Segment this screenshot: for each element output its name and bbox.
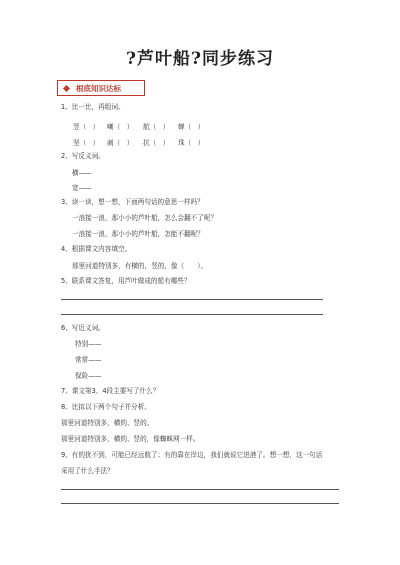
question-7: 7、课文第3、4段主要写了什么？ — [61, 387, 160, 395]
question-1: 1、比一比，再组词。 — [61, 103, 125, 111]
answer-line — [61, 489, 339, 490]
answer-line — [61, 314, 323, 315]
q8-sentence: 那里河道特别多，横的、竖的，像蜘蛛网一样。 — [61, 435, 200, 443]
q1-word: 蝉（ ） — [178, 123, 205, 131]
q8-sentence: 那里河道特别多，横的、竖的。 — [61, 419, 154, 427]
question-9: 9、有的扰不到，可能已经远航了；有的靠在岸边，我们就说它进港了。想一想，这一句话 — [61, 451, 323, 459]
question-3: 3、读一读，想一想，下面两句话的意思一样吗？ — [61, 198, 204, 206]
q1-word: 珠（ ） — [178, 139, 205, 147]
q1-word: 坚（ ） — [73, 139, 100, 147]
question-5: 5、联系课文答复，用芦叶做成的船有哪些？ — [61, 277, 191, 285]
q3-sentence: 一浪接一浪，那小小的芦叶船，怎么会翻不了呢？ — [72, 214, 218, 222]
answer-line — [61, 503, 339, 504]
diamond-icon — [63, 84, 70, 91]
page-title: ?芦叶船?同步练习 — [126, 49, 274, 69]
q4-blank: 那里河道特别多，有横的，竖的，像（ ）。 — [72, 262, 208, 270]
q2-item: 横—— — [72, 169, 92, 177]
section-tag — [57, 80, 145, 96]
q1-word: 航（ ） — [143, 123, 170, 131]
question-8: 8、比拟以下两个句子并分析。 — [61, 403, 151, 411]
q6-item: 保险—— — [75, 372, 102, 380]
q2-item: 宽—— — [72, 184, 92, 192]
q1-word: 竖（ ） — [73, 123, 100, 131]
q1-word: 刺（ ） — [107, 139, 134, 147]
q3-sentence: 一浪接一浪，那小小的芦叶船，怎能不翻呢？ — [72, 230, 204, 238]
q6-item: 常常—— — [75, 356, 102, 364]
answer-line — [61, 299, 323, 300]
q1-word: 喇（ ） — [107, 123, 134, 131]
question-6: 6、写近义词。 — [61, 324, 105, 332]
section-tag-label: 根底知识达标 — [76, 83, 121, 93]
q6-item: 特别—— — [75, 340, 102, 348]
question-4: 4、根据课文内容填空。 — [61, 245, 132, 253]
question-9-cont: 采用了什么手法？ — [61, 467, 114, 475]
q1-word: 抗（ ） — [143, 139, 170, 147]
question-2: 2、写反义词。 — [61, 152, 105, 160]
